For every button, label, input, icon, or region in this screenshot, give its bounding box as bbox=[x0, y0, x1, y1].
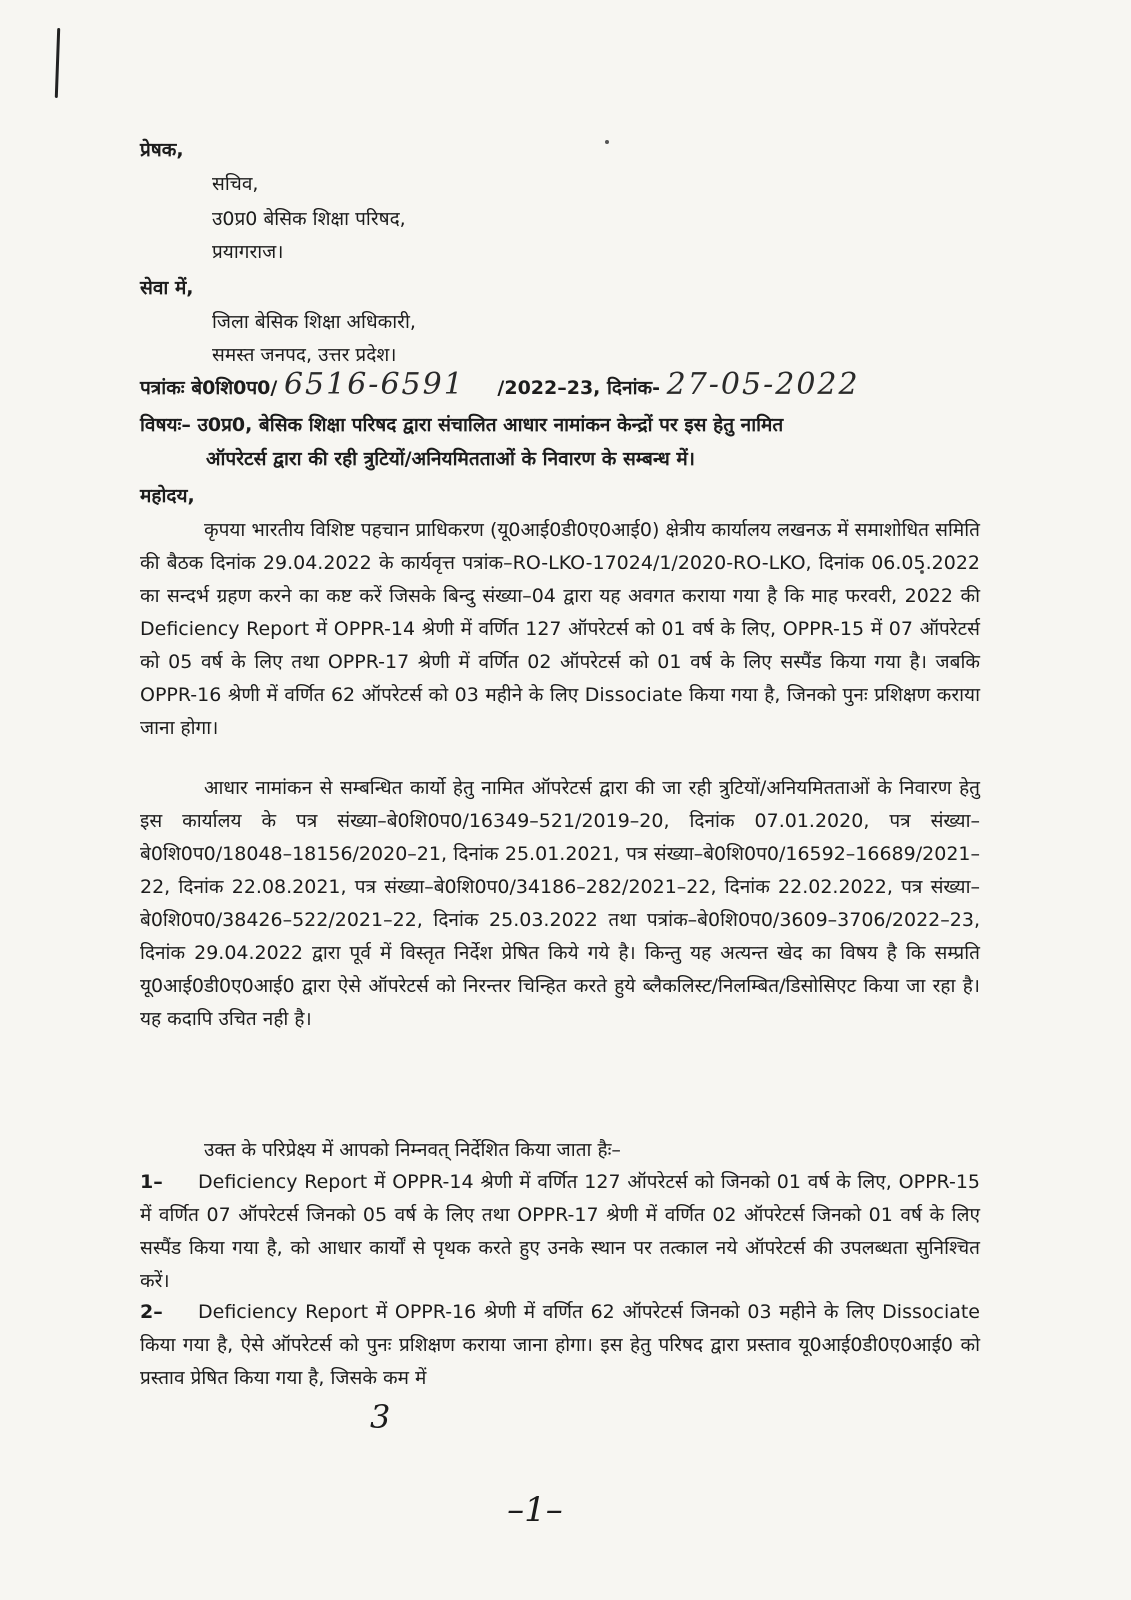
recipient-title: जिला बेसिक शिक्षा अधिकारी, bbox=[212, 311, 416, 333]
list-item-text: Deficiency Report में OPPR-14 श्रेणी में वर्णित 127 ऑपरेटर्स को जिनको 01 वर्ष के लिए, OPPR-15 में वर्णित 07 ऑपरेटर्स जिनको 05 वर्ष के लिए तथा OPPR-17 श्रेणी में वर्णित 02 ऑपरेटर्स जिनको 01 वर्ष के लिए सस्पैंड किया गया है, को आधार कार्यों से पृथक करते हुए उनके स्थान पर तत्काल नये ऑपरेटर्स की उपलब्धता सुनिश्चित करें। bbox=[140, 1171, 980, 1292]
paragraph-2 bbox=[140, 772, 980, 1036]
list-item-1 bbox=[140, 1166, 980, 1298]
subject bbox=[140, 408, 990, 476]
paragraph-3 bbox=[140, 1134, 980, 1167]
reference-number-handwritten: 6516-6591 bbox=[283, 367, 465, 402]
handwritten-annotation: 3 bbox=[370, 1398, 391, 1436]
reference-year: /2022–23, दिनांक- bbox=[497, 377, 660, 399]
page-number: –1– bbox=[507, 1490, 563, 1530]
paragraph-1 bbox=[140, 514, 980, 745]
salutation: महोदय, bbox=[140, 485, 195, 507]
paragraph-3-text: उक्त के परिप्रेक्ष्य में आपको निम्नवत् निर्देशित किया जाता हैः– bbox=[204, 1139, 621, 1161]
sender-city: प्रयागराज। bbox=[212, 241, 284, 263]
recipient-area: समस्त जनपद, उत्तर प्रदेश। bbox=[212, 344, 397, 366]
sender-title: सचिव, bbox=[212, 173, 259, 195]
reference-prefix: पत्रांकः बे0शि0प0/ bbox=[140, 377, 278, 399]
subject-line-2: ऑपरेटर्स द्वारा की रही त्रुटियों/अनियमितताओं के निवारण के सम्बन्ध में। bbox=[206, 448, 695, 470]
paragraph-2-text: आधार नामांकन से सम्बन्धित कार्यो हेतु नामित ऑपरेटर्स द्वारा की जा रही त्रुटियों/अनियमितताओं के निवारण हेतु इस कार्यालय के पत्र संख्या–बे0शि0प0/16349–521/2019–20, दिनांक 07.01.2020, पत्र संख्या–बे0शि0प0/18048–18156/2020–21, दिनांक 25.01.2021, पत्र संख्या–बे0शि0प0/16592–16689/2021–22, दिनांक 22.08.2021, पत्र संख्या–बे0शि0प0/34186–282/2021–22, दिनांक 22.02.2022, पत्र संख्या–बे0शि0प0/38426–522/2021–22, दिनांक 25.03.2022 तथा पत्रांक–बे0शि0प0/3609–3706/2022–23, दिनांक 29.04.2022 द्वारा पूर्व में विस्तृत निर्देश प्रेषित किये गये है। किन्तु यह अत्यन्त खेद का विषय है कि सम्प्रति यू0आई0डी0ए0आई0 द्वारा ऐसे ऑपरेटर्स को निरन्तर चिन्हित करते हुये ब्लैकलिस्ट/निलम्बित/डिसोसिएट किया जा रहा है। यह कदापि उचित नही है। bbox=[140, 777, 980, 1030]
reference-line bbox=[140, 367, 860, 402]
paragraph-1-text: कृपया भारतीय विशिष्ट पहचान प्राधिकरण (यू0आई0डी0ए0आई0) क्षेत्रीय कार्यालय लखनऊ में समाशोधित समिति की बैठक दिनांक 29.04.2022 के कार्यवृत्त पत्रांक–RO-LKO-17024/1/2020-RO-LKO, दिनांक 06.05.2022 का सन्दर्भ ग्रहण करने का कष्ट करें जिसके बिन्दु संख्या–04 द्वारा यह अवगत कराया गया है कि माह फरवरी, 2022 की Deficiency Report में OPPR-14 श्रेणी में वर्णित 127 ऑपरेटर्स को 01 वर्ष के लिए, OPPR-15 में 07 ऑपरेटर्स को 05 वर्ष के लिए तथा OPPR-17 श्रेणी में वर्णित 02 ऑपरेटर्स को 01 वर्ष के लिए सस्पैंड किया गया है। जबकि OPPR-16 श्रेणी में वर्णित 62 ऑपरेटर्स को 03 महीने के लिए Dissociate किया गया है, जिनको पुनः प्रशिक्षण कराया जाना होगा। bbox=[140, 519, 980, 739]
speck bbox=[605, 140, 609, 144]
list-item-number: 1– bbox=[140, 1171, 163, 1193]
reference-date-handwritten: 27-05-2022 bbox=[666, 367, 860, 402]
sender-label: प्रेषक, bbox=[140, 139, 184, 161]
list-item-number: 2– bbox=[140, 1301, 163, 1323]
recipient-label: सेवा में, bbox=[140, 277, 194, 299]
list-item-text: Deficiency Report में OPPR-16 श्रेणी में वर्णित 62 ऑपरेटर्स जिनको 03 महीने के लिए Dissociate किया गया है, ऐसे ऑपरेटर्स को पुनः प्रशिक्षण कराया जाना होगा। इस हेतु परिषद द्वारा प्रस्ताव यू0आई0डी0ए0आई0 को प्रस्ताव प्रेषित किया गया है, जिसके कम में bbox=[140, 1301, 980, 1389]
list-item-2 bbox=[140, 1296, 980, 1395]
sender-office: उ0प्र0 बेसिक शिक्षा परिषद, bbox=[212, 208, 406, 230]
subject-line-1: विषयः– उ0प्र0, बेसिक शिक्षा परिषद द्वारा संचालित आधार नामांकन केन्द्रों पर इस हेतु नामित bbox=[140, 414, 784, 436]
margin-pen-mark bbox=[55, 28, 60, 98]
